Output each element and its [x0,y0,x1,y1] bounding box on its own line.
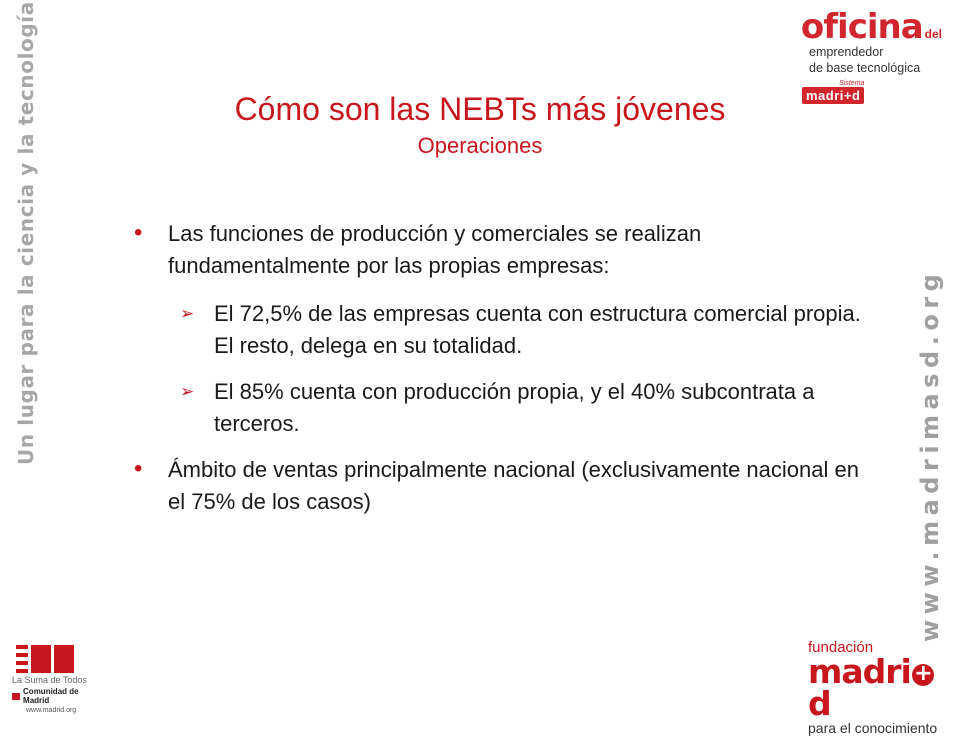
oficina-emprendedor-logo [792,7,942,103]
bullet-item [130,218,870,282]
fundacion-madrid-logo [808,639,948,736]
sub-bullet-text: El 85% cuenta con producción propia, y el 40% subcontrata a terceros. [214,379,815,436]
sub-bullet-text: El 72,5% de las empresas cuenta con estructura comercial propia. El resto, delega en su totalidad. [214,301,861,358]
bullet-text: Ámbito de ventas principalmente nacional (exclusivamente nacional en el 75% de los casos) [168,457,859,514]
arrow-bullet-icon: ➢ [180,382,195,401]
fund-word-b: d [808,684,831,723]
fund-word-a: madri [808,652,911,691]
bullet-item [130,454,870,518]
logo-line-emprendedor: emprendedor [809,45,884,59]
cm-tagline: La Suma de Todos [12,675,87,685]
slide-subtitle: Operaciones [417,133,543,158]
sub-bullet-item [130,298,870,362]
sistema-label: Sistema [839,80,865,87]
bullet-list [130,218,870,534]
fund-line3: para el conocimiento [808,720,938,736]
slide-title: Cómo son las NEBTs más jóvenes [234,91,726,127]
bullet-dot-icon: • [134,219,143,246]
left-vertical-tagline [6,1,46,465]
comunidad-madrid-logo [12,645,98,713]
cm-url: www.madrid.org [26,707,77,714]
left-tagline-text: Un lugar para la ciencia y la tecnología [14,1,38,465]
bullet-dot-icon: • [134,455,143,482]
comunidad-madrid-mark-icon [16,645,98,673]
cm-name: Comunidad de Madrid [23,687,79,705]
bullet-text: Las funciones de producción y comerciales se realizan fundamentalmente por las propias empresas: [168,221,702,278]
madrid-badge-text: madri+d [802,87,864,104]
logo-line-base-tecnologica: de base tecnológica [809,61,921,75]
plus-circle-icon: + [912,664,934,686]
logo-del-word: del [924,26,942,41]
right-vertical-url [910,268,950,650]
madrid-flag-icon [12,693,20,700]
right-url-text: www.madrimasd.org [916,268,944,642]
fund-madrid-word [808,652,948,723]
fund-line1: fundación [808,639,874,656]
logo-oficina-word: oficina [800,7,923,47]
sub-bullet-item [130,376,870,440]
arrow-bullet-icon: ➢ [180,304,195,323]
